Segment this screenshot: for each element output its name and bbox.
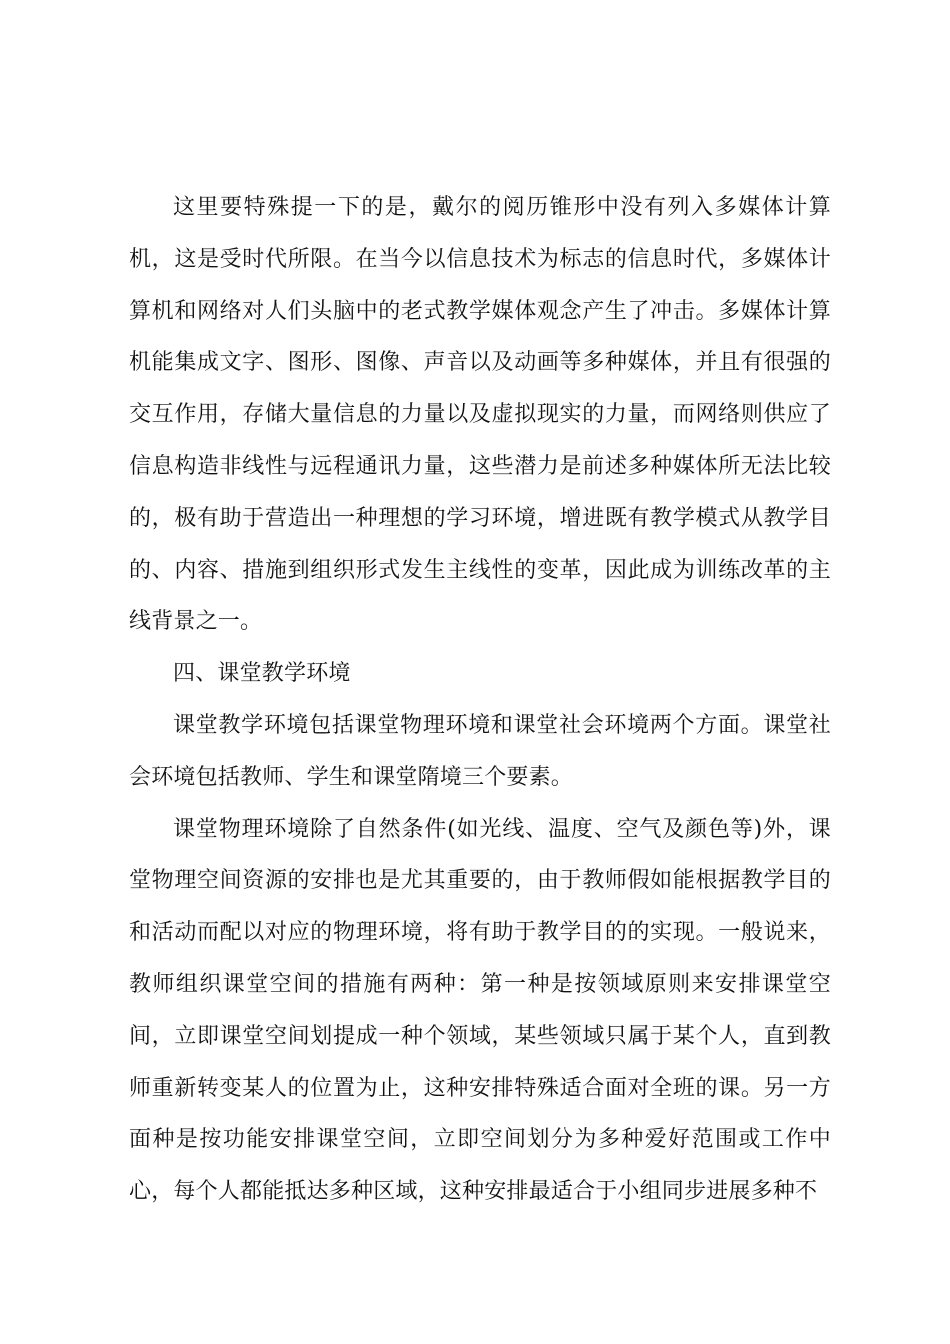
paragraph-physical-environment: 课堂物理环境除了自然条件(如光线、温度、空气及颜色等)外，课堂物理空间资源的安排也是尤其重要的，由于教师假如能根据教学目的和活动而配以对应的物理环境，将有助于教学目的的实现。一般说来，教师组织课堂空间的措施有两种：第一种是按领域原则来安排课堂空间，立即课堂空间划提成一种个领域，某些领域只属于某个人，直到教师重新转变某人的位置为止，这种安排特殊适合面对全班的课。另一方面种是按功能安排课堂空间，立即空间划分为多种爱好范围或工作中心，每个人都能抵达多种区域，这种安排最适合于小组同步进展多种不 [129, 816, 831, 1205]
paragraph-classroom-environment: 课堂教学环境包括课堂物理环境和课堂社会环境两个方面。课堂社会环境包括教师、学生和课堂隋境三个要素。 [129, 712, 831, 790]
document-body [129, 182, 831, 1218]
section-heading: 四、课堂教学环境 [173, 661, 351, 687]
paragraph-multimedia: 这里要特殊提一下的是，戴尔的阅历锥形中没有列入多媒体计算机，这是受时代所限。在当今以信息技术为标志的信息时代，多媒体计算机和网络对人们头脑中的老式教学媒体观念产生了冲击。多媒体计算机能集成文字、图形、图像、声音以及动画等多种媒体，并且有很强的交互作用，存储大量信息的力量以及虚拟现实的力量，而网络则供应了信息构造非线性与远程通讯力量，这些潜力是前述多种媒体所无法比较的，极有助于营造出一种理想的学习环境，增进既有教学模式从教学目的、内容、措施到组织形式发生主线性的变革，因此成为训练改革的主线背景之一。 [129, 195, 831, 635]
